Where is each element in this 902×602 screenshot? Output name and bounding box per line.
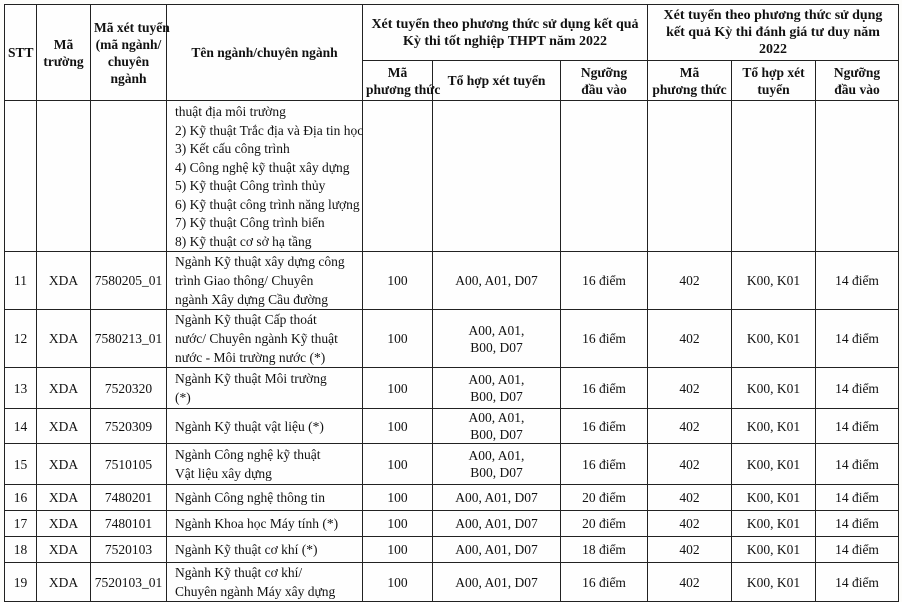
row-major-name-line: Ngành Kỹ thuật Môi trường	[175, 371, 327, 386]
text-line: đầu vào	[581, 81, 627, 97]
row-combination-line: A00, A01,	[468, 322, 525, 338]
row-major-name-line: nước - Môi trường nước (*)	[175, 350, 326, 365]
text-line: Mã	[387, 64, 408, 80]
row-combination-2: K00, K01	[732, 485, 816, 511]
row-combination-line: A00, A01, D07	[455, 516, 538, 531]
row-combination-2: K00, K01	[732, 537, 816, 563]
header-combination-thpt: Tổ hợp xét tuyển	[433, 61, 561, 101]
row-school-code: XDA	[37, 537, 91, 563]
row-major-name-line: (*)	[175, 390, 191, 405]
row-major-name-line: Ngành Kỹ thuật xây dựng công	[175, 254, 345, 269]
row-major-code: 7510105	[91, 444, 167, 485]
text-line: (mã ngành/	[95, 36, 162, 52]
row-combination	[433, 368, 561, 409]
header-combination-tdt	[732, 61, 816, 101]
row-major-name	[167, 310, 363, 368]
row-combination-2: K00, K01	[732, 444, 816, 485]
row-method-code-2: 402	[648, 511, 732, 537]
row-major-name	[167, 485, 363, 511]
row-method-code-2: 402	[648, 409, 732, 444]
text-line: thuật địa môi trường	[175, 104, 286, 119]
table-row	[5, 485, 899, 511]
row-method-code-2: 402	[648, 252, 732, 310]
row-major-name	[167, 252, 363, 310]
row-school-code: XDA	[37, 485, 91, 511]
row-combination-2: K00, K01	[732, 252, 816, 310]
row-major-code: 7520320	[91, 368, 167, 409]
row-threshold: 18 điểm	[561, 537, 648, 563]
row-combination	[433, 252, 561, 310]
row-combination-2: K00, K01	[732, 310, 816, 368]
text-line: Mã	[53, 36, 74, 52]
row-method-code: 100	[363, 537, 433, 563]
row-method-code: 100	[363, 511, 433, 537]
row-combination-2: K00, K01	[732, 409, 816, 444]
row-combination	[433, 563, 561, 602]
row-major-name-line: nước/ Chuyên ngành Kỹ thuật	[175, 331, 338, 346]
text-line: 8) Kỹ thuật cơ sở hạ tầng	[175, 233, 312, 249]
blank-cell	[5, 101, 37, 252]
row-combination-line: B00, D07	[470, 339, 523, 355]
row-threshold: 16 điểm	[561, 310, 648, 368]
row-combination-line: A00, A01,	[468, 372, 525, 387]
text-line: Mã	[679, 64, 700, 80]
header-method-code	[363, 61, 441, 101]
row-stt: 14	[5, 409, 37, 444]
row-method-code: 100	[363, 310, 433, 368]
row-major-name	[167, 537, 363, 563]
row-major-name	[167, 511, 363, 537]
row-combination-2: K00, K01	[732, 511, 816, 537]
row-method-code: 100	[363, 409, 433, 444]
row-major-name-line: Vật liệu xây dựng	[175, 466, 272, 481]
row-stt: 15	[5, 444, 37, 485]
row-combination-line: A00, A01, D07	[455, 574, 538, 590]
table-row	[5, 310, 899, 368]
blank-cell	[561, 101, 648, 252]
row-combination	[433, 409, 561, 444]
text-line: ngành	[110, 70, 147, 86]
text-line: trường	[43, 53, 84, 69]
row-combination-line: B00, D07	[470, 465, 523, 480]
row-major-name	[167, 409, 363, 444]
row-combination	[433, 537, 561, 563]
row-threshold-2: 14 điểm	[816, 252, 899, 310]
row-stt: 16	[5, 485, 37, 511]
row-major-code: 7480201	[91, 485, 167, 511]
row-school-code: XDA	[37, 368, 91, 409]
row-major-code: 7580205_01	[91, 252, 167, 310]
text-line: Ngưỡng	[580, 64, 628, 80]
table-row	[5, 368, 899, 409]
row-school-code: XDA	[37, 252, 91, 310]
row-major-name	[167, 368, 363, 409]
text-line: tuyển	[757, 81, 790, 97]
row-method-code: 100	[363, 252, 433, 310]
continuation-row	[5, 101, 899, 252]
row-major-name	[167, 563, 363, 602]
text-line: Tổ hợp xét	[742, 64, 805, 80]
row-major-name-line: Ngành Kỹ thuật Cấp thoát	[175, 312, 317, 327]
header-stt: STT	[5, 5, 37, 101]
continuation-major-list	[167, 101, 363, 252]
row-threshold-2: 14 điểm	[816, 563, 899, 602]
row-combination-line: A00, A01,	[468, 448, 525, 463]
row-combination-2: K00, K01	[732, 368, 816, 409]
header-tdt-group	[648, 5, 899, 61]
row-method-code-2: 402	[648, 310, 732, 368]
row-stt: 11	[5, 252, 37, 310]
row-combination	[433, 485, 561, 511]
text-line: 2) Kỹ thuật Trắc địa và Địa tin học	[175, 122, 364, 138]
row-school-code: XDA	[37, 563, 91, 602]
row-major-name-line: Chuyên ngành Máy xây dựng	[175, 584, 336, 599]
row-combination-line: A00, A01, D07	[455, 273, 538, 288]
row-threshold: 16 điểm	[561, 563, 648, 602]
row-threshold: 16 điểm	[561, 368, 648, 409]
row-school-code: XDA	[37, 444, 91, 485]
table-row	[5, 409, 899, 444]
admission-table	[4, 4, 899, 602]
blank-cell	[816, 101, 899, 252]
row-major-code: 7520103_01	[91, 563, 167, 602]
header-major-name: Tên ngành/chuyên ngành	[167, 5, 363, 101]
blank-cell	[732, 101, 816, 252]
row-threshold: 20 điểm	[561, 485, 648, 511]
row-major-name-line: trình Giao thông/ Chuyên	[175, 273, 314, 288]
row-major-name-line: Ngành Công nghệ kỹ thuật	[175, 447, 321, 462]
row-combination-line: B00, D07	[470, 389, 523, 404]
row-combination-line: B00, D07	[470, 427, 523, 442]
table-row	[5, 444, 899, 485]
blank-cell	[91, 101, 167, 252]
row-school-code: XDA	[37, 511, 91, 537]
text-line: 5) Kỹ thuật Công trình thủy	[175, 178, 326, 193]
row-threshold: 16 điểm	[561, 252, 648, 310]
blank-cell	[37, 101, 91, 252]
row-threshold: 16 điểm	[561, 409, 648, 444]
row-threshold-2: 14 điểm	[816, 444, 899, 485]
blank-cell	[648, 101, 732, 252]
table-row	[5, 537, 899, 563]
row-major-name-line: Ngành Kỹ thuật cơ khí (*)	[175, 542, 318, 557]
row-threshold-2: 14 điểm	[816, 409, 899, 444]
row-threshold-2: 14 điểm	[816, 485, 899, 511]
row-school-code: XDA	[37, 310, 91, 368]
row-method-code-2: 402	[648, 485, 732, 511]
row-threshold-2: 14 điểm	[816, 537, 899, 563]
row-combination	[433, 444, 561, 485]
header-threshold-2	[816, 61, 899, 101]
row-stt: 12	[5, 310, 37, 368]
row-major-name-line: Ngành Khoa học Máy tính (*)	[175, 516, 339, 531]
text-line: phương thức	[652, 81, 727, 97]
header-method-code-2	[648, 61, 732, 101]
text-line: Ngưỡng	[833, 64, 881, 80]
row-method-code: 100	[363, 444, 433, 485]
table-row	[5, 511, 899, 537]
row-major-name-line: ngành Xây dựng Cầu đường	[175, 292, 329, 307]
text-line: 3) Kết cấu công trình	[175, 141, 290, 156]
text-line: Xét tuyển theo phương thức sử dụng	[663, 8, 883, 23]
row-stt: 19	[5, 563, 37, 602]
table-row	[5, 252, 899, 310]
blank-cell	[363, 101, 433, 252]
row-combination	[433, 310, 561, 368]
row-major-code: 7580213_01	[91, 310, 167, 368]
row-major-name-line: Ngành Kỹ thuật cơ khí/	[175, 565, 303, 580]
row-method-code: 100	[363, 563, 433, 602]
row-method-code-2: 402	[648, 537, 732, 563]
row-stt: 17	[5, 511, 37, 537]
row-school-code: XDA	[37, 409, 91, 444]
row-combination	[433, 511, 561, 537]
row-major-code: 7520103	[91, 537, 167, 563]
row-major-name	[167, 444, 363, 485]
row-stt: 18	[5, 537, 37, 563]
text-line: đầu vào	[834, 81, 880, 97]
text-line: Xét tuyển theo phương thức sử dụng kết quả	[371, 16, 639, 32]
text-line: kết quả Kỳ thi đánh giá tư duy năm	[666, 25, 880, 40]
blank-cell	[433, 101, 561, 252]
text-line: Kỳ thi tốt nghiệp THPT năm 2022	[402, 33, 608, 49]
row-threshold-2: 14 điểm	[816, 511, 899, 537]
header-school-code	[37, 5, 91, 101]
row-method-code: 100	[363, 485, 433, 511]
header-major-code	[91, 5, 170, 101]
row-stt: 13	[5, 368, 37, 409]
table-row	[5, 563, 899, 602]
row-combination-line: A00, A01, D07	[455, 542, 538, 557]
row-combination-line: A00, A01,	[468, 410, 525, 425]
text-line: 7) Kỹ thuật Công trình biển	[175, 215, 325, 230]
text-line: phương thức	[366, 81, 441, 97]
text-line: 6) Kỹ thuật công trình năng lượng	[175, 196, 360, 212]
text-line: chuyên	[107, 53, 150, 69]
row-threshold-2: 14 điểm	[816, 368, 899, 409]
row-method-code-2: 402	[648, 368, 732, 409]
row-threshold: 16 điểm	[561, 444, 648, 485]
row-major-name-line: Ngành Công nghệ thông tin	[175, 490, 325, 505]
row-threshold: 20 điểm	[561, 511, 648, 537]
header-thpt-group	[363, 5, 648, 61]
row-combination-line: A00, A01, D07	[455, 490, 538, 505]
row-major-code: 7480101	[91, 511, 167, 537]
row-method-code-2: 402	[648, 563, 732, 602]
row-major-code: 7520309	[91, 409, 167, 444]
header-threshold	[561, 61, 648, 101]
row-major-name-line: Ngành Kỹ thuật vật liệu (*)	[175, 418, 324, 434]
row-method-code-2: 402	[648, 444, 732, 485]
row-threshold-2: 14 điểm	[816, 310, 899, 368]
text-line: Mã xét tuyển	[94, 19, 170, 35]
text-line: 2022	[759, 42, 787, 57]
text-line: 4) Công nghệ kỹ thuật xây dựng	[175, 159, 350, 175]
row-method-code: 100	[363, 368, 433, 409]
row-combination-2: K00, K01	[732, 563, 816, 602]
